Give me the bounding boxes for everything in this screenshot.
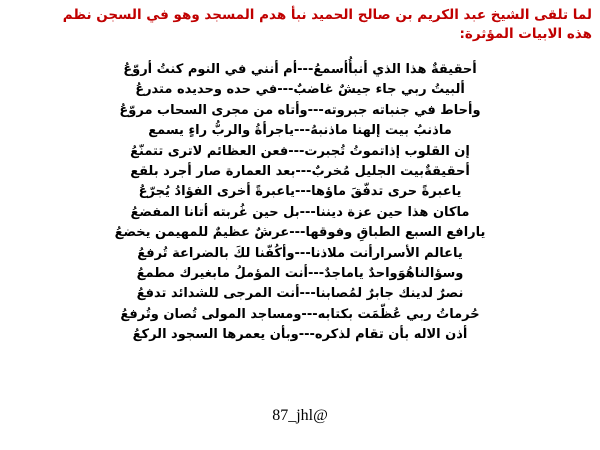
- author-handle: 87_jhl@: [272, 407, 328, 424]
- poem-verse: أذن الاله بأن تقام لذكره---وبأن يعمرها السجود الركعُ: [132, 327, 468, 343]
- poem-verse: أحقيقةٌبيت الجليل مُخربٌ---بعد العمارة صار أجرد بلقع: [130, 163, 470, 179]
- poem-verse: ياعالم الأسرارأنت ملاذنا---وأكُفّنا لكَ بالضراعة تُرفعُ: [137, 245, 463, 261]
- poem-verse: وأحاط في جنباته جبروته---وأتاه من مجرى السحاب مروّعُ: [119, 102, 481, 118]
- poem-verse: يارافع السبع الطباقِ وفوقها---عرشٌ عظيمٌ للمهيمن يخضعُ: [114, 225, 486, 241]
- poem-verse: أحقيقةٌ هذا الذي أنبأُأسمعُ---أم أنني في النوم كنتُ أروّعُ: [123, 62, 477, 77]
- poem: [30, 60, 570, 345]
- poem-verse: حُرماتُ ربي عُظّمَت بكتابه---ومساجد المولى تُصان وتُرفعُ: [120, 306, 480, 322]
- poem-verse: ياعبرةً حرى تدفّقَ ماؤها---ياعبرةً أخرى الفؤادُ يُجرّعُ: [138, 184, 462, 200]
- page-title: لما تلقى الشيخ عبد الكريم بن صالح الحميد نبأ هدم المسجد وهو في السجن نظم هذه الابيات المؤثرة:: [62, 7, 592, 42]
- poem-verse: نصرٌ لدينك جابرٌ لمُصابنا---أنت المرجى للشدائد تدفعُ: [136, 286, 464, 302]
- poem-verse: ماذنبُ بيت إلهنا ماذنبهُ---ياجرأةُ والربُّ راءٍ يسمع: [148, 123, 452, 139]
- poem-verse: إن القلوب إذاتموتُ تُجبرت---فعن العظائم لاترى تتمنّعُ: [130, 143, 470, 159]
- poem-verse: ماكان هذا حين عزة ديننا---بل حين غُربته أتانا المفضعُ: [130, 204, 470, 220]
- poem-verse: ألبيتُ ربي جاء جيشٌ غاضبٌ---في حده وحديده متدرعُ: [135, 82, 465, 98]
- poem-verse: وسؤالناهُوَواحدٌ ياماجدٌ---أنت المؤملُ مابغيرك مطمعُ: [136, 265, 464, 281]
